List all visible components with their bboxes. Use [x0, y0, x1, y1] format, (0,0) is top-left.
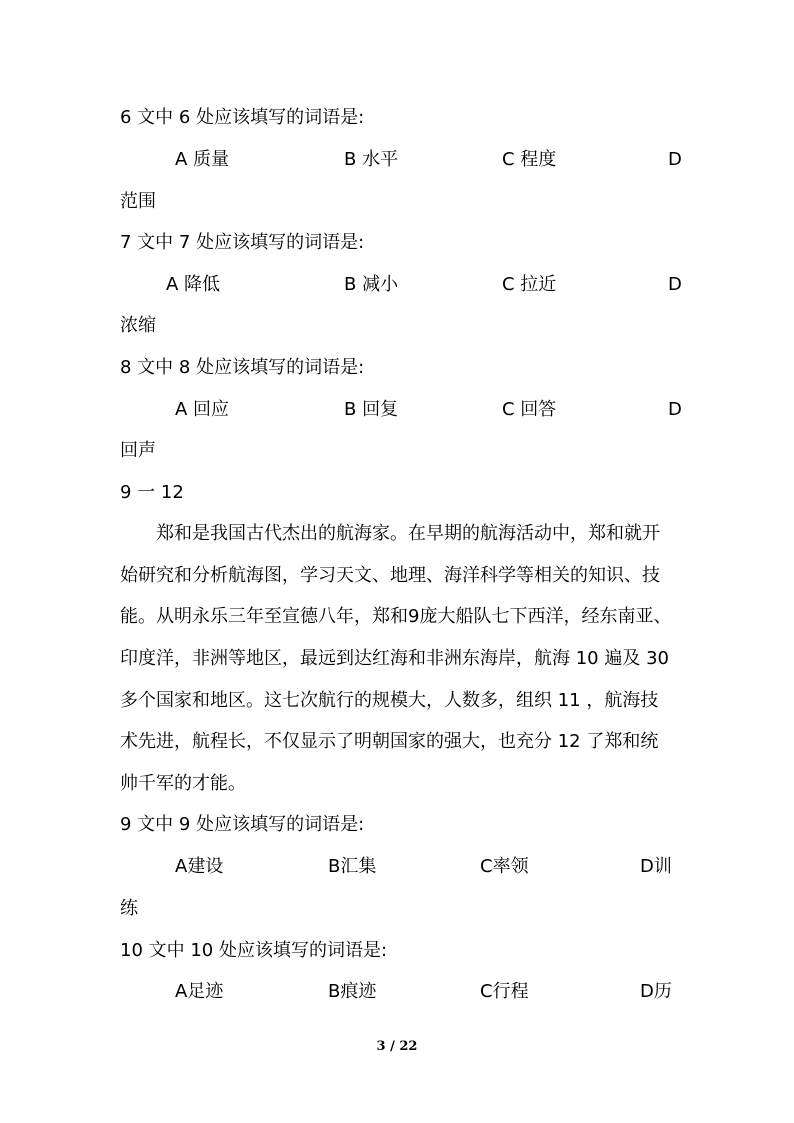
question-8-continuation: 回声 [120, 440, 156, 461]
question-9-stem: 9 文中 9 处应该填写的词语是: [120, 814, 365, 835]
page-total: 22 [399, 1039, 418, 1054]
question-9-option-b: B汇集 [328, 856, 377, 877]
question-9-option-a: A建设 [175, 856, 224, 877]
question-8-option-b: B 回复 [344, 399, 399, 420]
question-7-stem: 7 文中 7 处应该填写的词语是: [120, 232, 365, 253]
question-6-option-b: B 水平 [344, 149, 399, 170]
question-6-option-a: A 质量 [175, 149, 230, 170]
question-7-continuation: 浓缩 [120, 315, 156, 336]
question-9-continuation: 练 [120, 898, 138, 919]
question-7-option-a: A 降低 [166, 274, 221, 295]
passage-line-1: 郑和是我国古代杰出的航海家。在早期的航海活动中，郑和就开 [156, 523, 660, 544]
page-current: 3 [376, 1039, 386, 1054]
passage-line-4: 印度洋，非洲等地区，最远到达红海和非洲东海岸，航海 10 遍及 30 [120, 648, 669, 669]
question-10-stem: 10 文中 10 处应该填写的词语是: [120, 940, 388, 961]
question-10-option-d: D历 [640, 981, 672, 1002]
question-10-option-a: A足迹 [175, 981, 224, 1002]
question-7-option-c: C 拉近 [502, 274, 557, 295]
passage-line-2: 始研究和分析航海图，学习天文、地理、海洋科学等相关的知识、技 [120, 565, 660, 586]
question-8-stem: 8 文中 8 处应该填写的词语是: [120, 357, 365, 378]
passage-line-3: 能。从明永乐三年至宣德八年，郑和9庞大船队七下西洋，经东南亚、 [120, 606, 672, 627]
passage-line-6: 术先进，航程长，不仅显示了明朝国家的强大，也充分 12 了郑和统 [120, 731, 659, 752]
question-7-option-b: B 减小 [344, 274, 399, 295]
section-heading: 9 一 12 [120, 482, 184, 503]
question-6-continuation: 范围 [120, 191, 156, 212]
question-8-option-c: C 回答 [502, 399, 557, 420]
question-10-option-b: B痕迹 [328, 981, 377, 1002]
passage-line-7: 帅千军的才能。 [120, 773, 246, 794]
question-8-option-a: A 回应 [175, 399, 230, 420]
question-6-option-c: C 程度 [502, 149, 557, 170]
page-separator: / [390, 1039, 395, 1054]
question-10-option-c: C行程 [480, 981, 529, 1002]
question-9-option-c: C率领 [480, 856, 529, 877]
question-6-stem: 6 文中 6 处应该填写的词语是: [120, 107, 365, 128]
question-7-option-d: D [668, 274, 682, 295]
page-number [0, 1039, 794, 1054]
passage-line-5: 多个国家和地区。这七次航行的规模大，人数多，组织 11 ，航海技 [120, 690, 659, 711]
question-6-option-d: D [668, 149, 682, 170]
question-8-option-d: D [668, 399, 682, 420]
question-9-option-d: D训 [640, 856, 672, 877]
